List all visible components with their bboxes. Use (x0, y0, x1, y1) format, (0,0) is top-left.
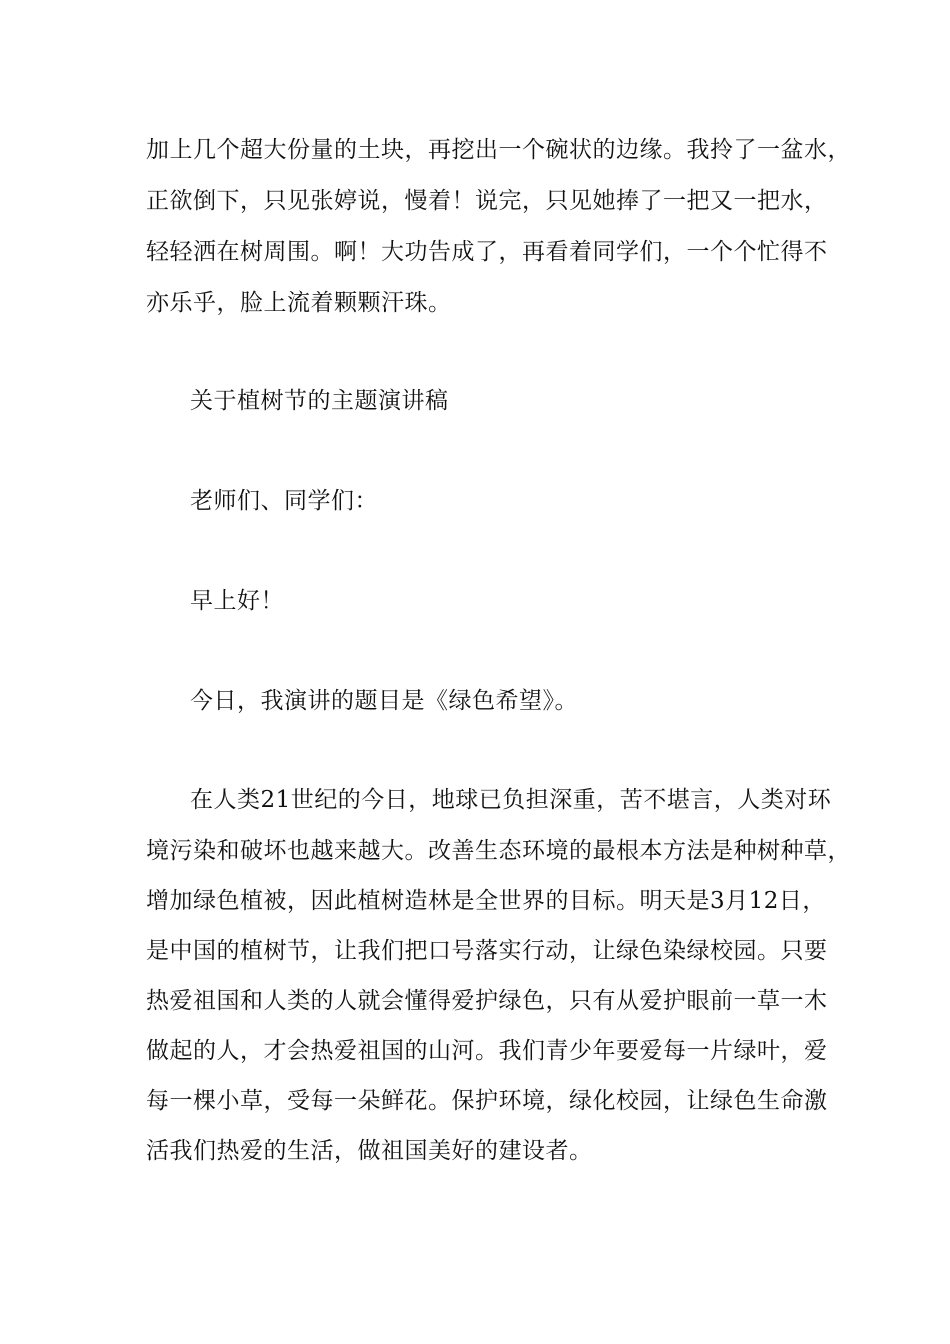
paragraph-line: 境污染和破坏也越来越大。改善生态环境的最根本方法是种树种草， (146, 838, 851, 864)
paragraph-line: 轻轻洒在树周围。啊！大功告成了，再看着同学们，一个个忙得不 (146, 239, 828, 265)
paragraph-line: 做起的人，才会热爱祖国的山河。我们青少年要爱每一片绿叶，爱 (146, 1038, 828, 1064)
paragraph-line: 加上几个超大份量的土块，再挖出一个碗状的边缘。我拎了一盆水， (146, 137, 851, 163)
paragraph-line: 是中国的植树节，让我们把口号落实行动，让绿色染绿校园。只要 (146, 938, 828, 964)
greeting: 早上好！ (190, 588, 284, 614)
topic-line: 今日，我演讲的题目是《绿色希望》。 (190, 688, 578, 714)
paragraph-line: 正欲倒下，只见张婷说，慢着！说完，只见她捧了一把又一把水， (146, 188, 828, 214)
paragraph-line: 在人类21世纪的今日，地球已负担深重，苦不堪言，人类对环 (190, 787, 832, 813)
paragraph-line: 热爱祖国和人类的人就会懂得爱护绿色，只有从爱护眼前一草一木 (146, 988, 828, 1014)
paragraph-line: 活我们热爱的生活，做祖国美好的建设者。 (146, 1138, 593, 1164)
paragraph-line: 亦乐乎，脸上流着颗颗汗珠。 (146, 290, 452, 316)
section-title: 关于植树节的主题演讲稿 (190, 388, 449, 414)
paragraph-line: 每一棵小草，受每一朵鲜花。保护环境，绿化校园，让绿色生命激 (146, 1088, 828, 1114)
salutation: 老师们、同学们： (190, 488, 378, 514)
paragraph-line: 增加绿色植被，因此植树造林是全世界的目标。明天是3月12日， (146, 888, 826, 914)
